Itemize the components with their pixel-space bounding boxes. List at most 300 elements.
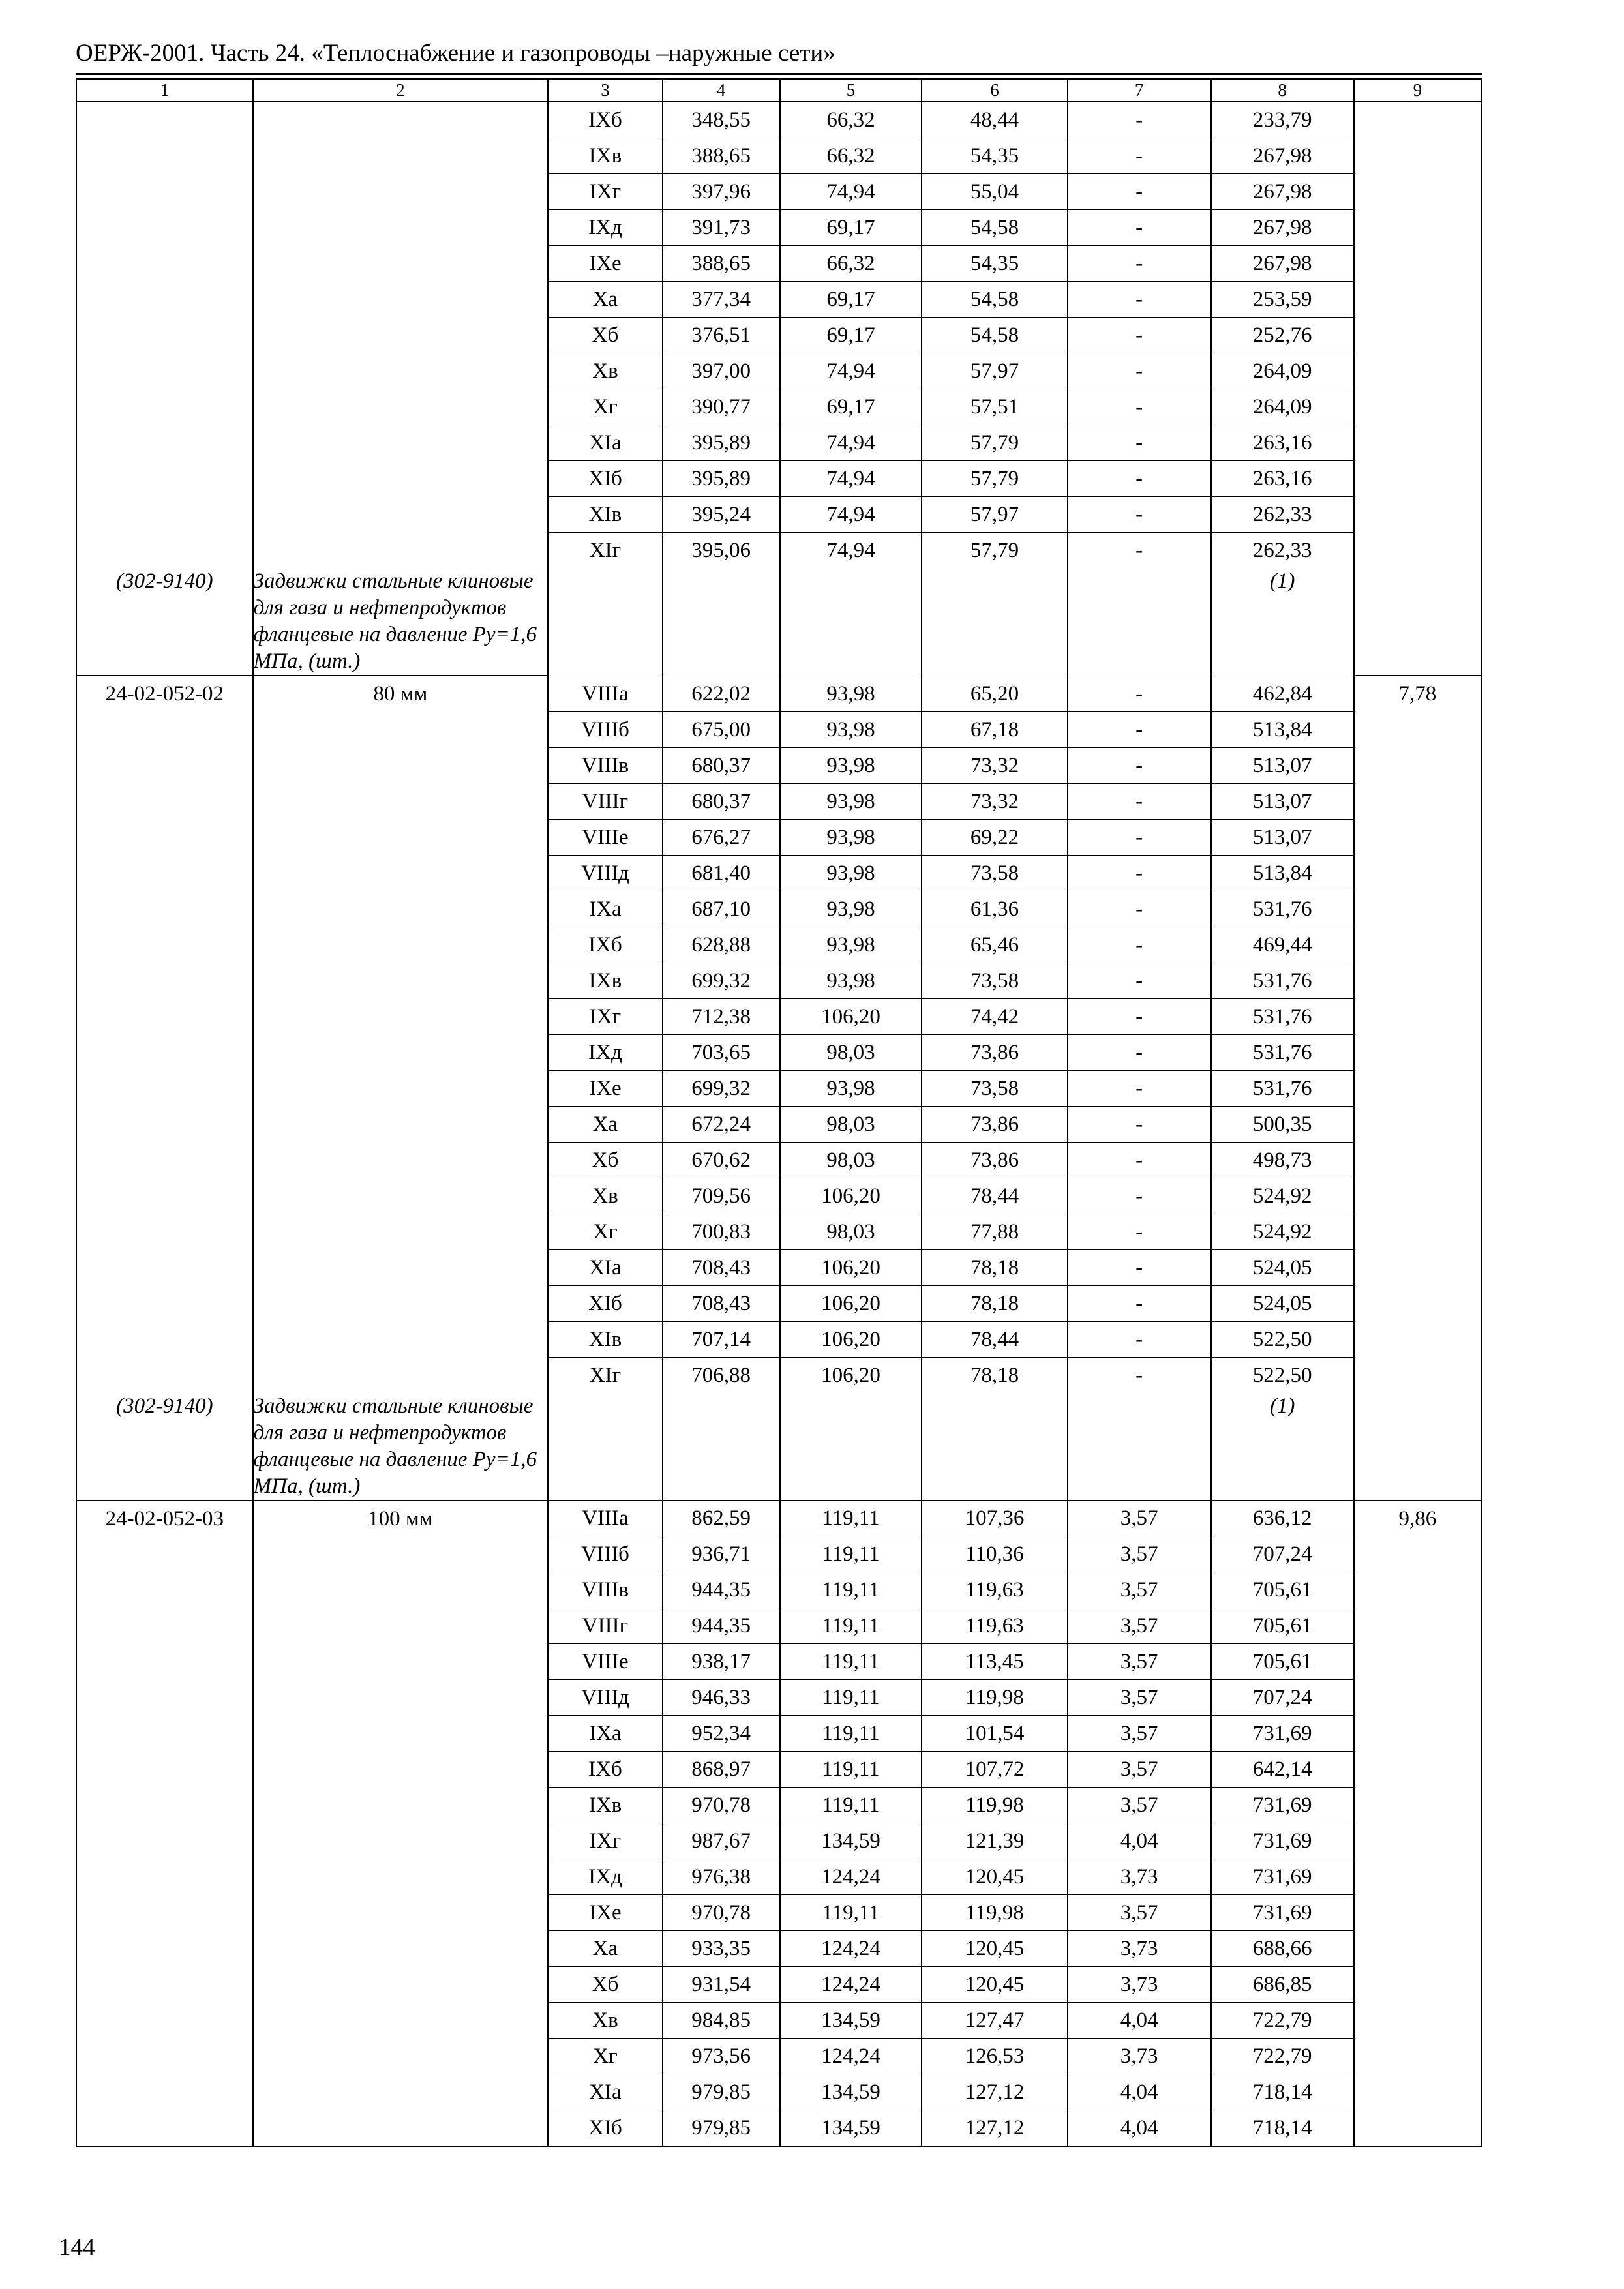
rate-code-cell xyxy=(76,963,253,998)
value-cell: 3,57 xyxy=(1068,1501,1211,1536)
zone-cell: Xб xyxy=(548,1142,663,1178)
column-header: 9 xyxy=(1354,79,1481,102)
rate-code-cell xyxy=(76,1214,253,1249)
zone-cell: VIIIб xyxy=(548,711,663,747)
rate-code-cell xyxy=(76,1752,253,1788)
rate-code-cell xyxy=(76,497,253,533)
table-row xyxy=(76,819,1481,855)
value-cell: 106,20 xyxy=(780,1357,922,1393)
value-cell: 119,11 xyxy=(780,1680,922,1716)
rate-name-cell xyxy=(253,1249,548,1285)
value-cell: - xyxy=(1068,1321,1211,1357)
value-cell: 106,20 xyxy=(780,1249,922,1285)
value-cell: 531,76 xyxy=(1211,1070,1354,1106)
value-cell: 868,97 xyxy=(663,1752,780,1788)
rate-name-cell xyxy=(253,1895,548,1931)
zone-cell: Xв xyxy=(548,2003,663,2039)
table-row xyxy=(76,1716,1481,1752)
value-cell: 970,78 xyxy=(663,1788,780,1823)
col9-cell xyxy=(1354,1249,1481,1285)
value-cell: 680,37 xyxy=(663,747,780,783)
rate-name-cell xyxy=(253,747,548,783)
resource-qty: (1) xyxy=(1211,568,1354,676)
empty-cell xyxy=(1068,568,1211,676)
value-cell: 952,34 xyxy=(663,1716,780,1752)
value-cell: 395,89 xyxy=(663,425,780,461)
table-row xyxy=(76,497,1481,533)
value-cell: 3,57 xyxy=(1068,1716,1211,1752)
rate-name-cell xyxy=(253,819,548,855)
rate-name-cell xyxy=(253,1357,548,1393)
col9-cell xyxy=(1354,1034,1481,1070)
col9-cell xyxy=(1354,102,1481,138)
value-cell: 73,58 xyxy=(922,855,1067,891)
value-cell: 54,58 xyxy=(922,282,1067,318)
value-cell: - xyxy=(1068,676,1211,711)
zone-cell: VIIIг xyxy=(548,783,663,819)
value-cell: 395,24 xyxy=(663,497,780,533)
col9-cell xyxy=(1354,1895,1481,1931)
table-row xyxy=(76,102,1481,138)
table-row xyxy=(76,210,1481,246)
value-cell: 61,36 xyxy=(922,891,1067,927)
rate-name-cell xyxy=(253,998,548,1034)
rate-code-cell xyxy=(76,855,253,891)
table-row xyxy=(76,963,1481,998)
zone-cell: XIг xyxy=(548,533,663,569)
value-cell: 93,98 xyxy=(780,1070,922,1106)
value-cell: 3,57 xyxy=(1068,1644,1211,1680)
table-row xyxy=(76,1967,1481,2003)
table-row xyxy=(76,1178,1481,1214)
value-cell: - xyxy=(1068,138,1211,174)
table-row xyxy=(76,1931,1481,1967)
rate-code-cell xyxy=(76,1178,253,1214)
zone-cell: VIIIд xyxy=(548,855,663,891)
table-row xyxy=(76,1321,1481,1357)
rate-name-cell xyxy=(253,246,548,282)
rate-code-cell xyxy=(76,2003,253,2039)
value-cell: 119,11 xyxy=(780,1536,922,1572)
table-row xyxy=(76,1752,1481,1788)
rate-name-cell: 80 мм xyxy=(253,676,548,711)
rate-name-cell xyxy=(253,425,548,461)
value-cell: 469,44 xyxy=(1211,927,1354,963)
value-cell: 524,92 xyxy=(1211,1214,1354,1249)
resource-row xyxy=(76,568,1481,676)
rate-code-cell xyxy=(76,1608,253,1644)
value-cell: 263,16 xyxy=(1211,425,1354,461)
zone-cell: IXд xyxy=(548,1859,663,1895)
table-row xyxy=(76,174,1481,210)
value-cell: 4,04 xyxy=(1068,2003,1211,2039)
table-row xyxy=(76,2003,1481,2039)
table-row xyxy=(76,461,1481,497)
zone-cell: Xг xyxy=(548,2039,663,2074)
col9-cell xyxy=(1354,998,1481,1034)
table-row xyxy=(76,353,1481,389)
table-row xyxy=(76,246,1481,282)
value-cell: 984,85 xyxy=(663,2003,780,2039)
rate-code-cell xyxy=(76,1823,253,1859)
header-rule xyxy=(76,73,1482,75)
zone-cell: Xб xyxy=(548,1967,663,2003)
zone-cell: IXг xyxy=(548,998,663,1034)
table-row xyxy=(76,318,1481,353)
value-cell: 134,59 xyxy=(780,2003,922,2039)
zone-cell: Xв xyxy=(548,353,663,389)
value-cell: 119,98 xyxy=(922,1895,1067,1931)
table-row xyxy=(76,1644,1481,1680)
value-cell: 263,16 xyxy=(1211,461,1354,497)
value-cell: 267,98 xyxy=(1211,174,1354,210)
empty-cell xyxy=(922,1393,1067,1501)
rate-name-cell: 100 мм xyxy=(253,1501,548,1536)
col9-cell xyxy=(1354,389,1481,425)
value-cell: 681,40 xyxy=(663,855,780,891)
value-cell: 531,76 xyxy=(1211,998,1354,1034)
value-cell: - xyxy=(1068,891,1211,927)
zone-cell: XIв xyxy=(548,497,663,533)
column-header: 8 xyxy=(1211,79,1354,102)
rate-name-cell xyxy=(253,1321,548,1357)
value-cell: 74,94 xyxy=(780,461,922,497)
rates-table xyxy=(76,78,1482,2147)
value-cell: 680,37 xyxy=(663,783,780,819)
table-row xyxy=(76,1788,1481,1823)
value-cell: - xyxy=(1068,425,1211,461)
value-cell: 69,17 xyxy=(780,318,922,353)
value-cell: 124,24 xyxy=(780,1859,922,1895)
value-cell: 57,97 xyxy=(922,497,1067,533)
rate-code-cell xyxy=(76,1536,253,1572)
value-cell: 106,20 xyxy=(780,1178,922,1214)
zone-cell: XIа xyxy=(548,425,663,461)
zone-cell: IXа xyxy=(548,891,663,927)
rate-name-cell xyxy=(253,1788,548,1823)
zone-cell: IXб xyxy=(548,927,663,963)
value-cell: - xyxy=(1068,353,1211,389)
value-cell: 134,59 xyxy=(780,1823,922,1859)
table-row xyxy=(76,1823,1481,1859)
value-cell: 687,10 xyxy=(663,891,780,927)
rate-name-cell xyxy=(253,174,548,210)
value-cell: 127,47 xyxy=(922,2003,1067,2039)
value-cell: - xyxy=(1068,1357,1211,1393)
value-cell: 973,56 xyxy=(663,2039,780,2074)
value-cell: 731,69 xyxy=(1211,1895,1354,1931)
table-row xyxy=(76,1142,1481,1178)
value-cell: 120,45 xyxy=(922,1859,1067,1895)
col9-cell xyxy=(1354,210,1481,246)
rate-code-cell xyxy=(76,318,253,353)
zone-cell: XIг xyxy=(548,1357,663,1393)
resource-description: Задвижки стальные клиновые для газа и нефтепродуктов фланцевые на давление Ру=1,6 МПа, (шт.) xyxy=(253,1393,548,1501)
value-cell: 722,79 xyxy=(1211,2039,1354,2074)
rate-code-cell xyxy=(76,711,253,747)
value-cell: 862,59 xyxy=(663,1501,780,1536)
rate-code-cell xyxy=(76,102,253,138)
value-cell: 66,32 xyxy=(780,246,922,282)
value-cell: 73,58 xyxy=(922,1070,1067,1106)
table-row xyxy=(76,676,1481,711)
zone-cell: VIIIв xyxy=(548,747,663,783)
value-cell: - xyxy=(1068,497,1211,533)
value-cell: 93,98 xyxy=(780,676,922,711)
rate-name-cell xyxy=(253,353,548,389)
zone-cell: IXв xyxy=(548,1788,663,1823)
value-cell: - xyxy=(1068,1142,1211,1178)
zone-cell: XIа xyxy=(548,2074,663,2110)
value-cell: 233,79 xyxy=(1211,102,1354,138)
table-row xyxy=(76,425,1481,461)
value-cell: 709,56 xyxy=(663,1178,780,1214)
column-header: 2 xyxy=(253,79,548,102)
value-cell: 119,11 xyxy=(780,1608,922,1644)
rate-name-cell xyxy=(253,102,548,138)
zone-cell: Xа xyxy=(548,282,663,318)
rate-code-cell xyxy=(76,389,253,425)
value-cell: 672,24 xyxy=(663,1106,780,1142)
value-cell: 642,14 xyxy=(1211,1752,1354,1788)
column-header: 4 xyxy=(663,79,780,102)
table-row xyxy=(76,1034,1481,1070)
column-header: 5 xyxy=(780,79,922,102)
zone-cell: IXг xyxy=(548,174,663,210)
value-cell: 705,61 xyxy=(1211,1608,1354,1644)
value-cell: 522,50 xyxy=(1211,1321,1354,1357)
value-cell: 120,45 xyxy=(922,1931,1067,1967)
rate-name-cell xyxy=(253,1214,548,1249)
value-cell: 119,11 xyxy=(780,1895,922,1931)
value-cell: 107,72 xyxy=(922,1752,1067,1788)
table-row xyxy=(76,1106,1481,1142)
value-cell: 699,32 xyxy=(663,963,780,998)
value-cell: 93,98 xyxy=(780,855,922,891)
rate-name-cell xyxy=(253,1752,548,1788)
value-cell: 688,66 xyxy=(1211,1931,1354,1967)
value-cell: 262,33 xyxy=(1211,497,1354,533)
col9-cell xyxy=(1354,1931,1481,1967)
col9-cell xyxy=(1354,1070,1481,1106)
zone-cell: VIIIг xyxy=(548,1608,663,1644)
rate-name-cell xyxy=(253,1106,548,1142)
rate-name-cell xyxy=(253,2039,548,2074)
table-row xyxy=(76,533,1481,569)
zone-cell: XIа xyxy=(548,1249,663,1285)
value-cell: 712,38 xyxy=(663,998,780,1034)
value-cell: 628,88 xyxy=(663,927,780,963)
value-cell: - xyxy=(1068,102,1211,138)
zone-cell: IXб xyxy=(548,102,663,138)
zone-cell: VIIIа xyxy=(548,1501,663,1536)
value-cell: 93,98 xyxy=(780,747,922,783)
value-cell: - xyxy=(1068,819,1211,855)
value-cell: 119,63 xyxy=(922,1572,1067,1608)
zone-cell: VIIIб xyxy=(548,1536,663,1572)
value-cell: 101,54 xyxy=(922,1716,1067,1752)
value-cell: - xyxy=(1068,1034,1211,1070)
value-cell: 4,04 xyxy=(1068,1823,1211,1859)
rate-name-cell xyxy=(253,1142,548,1178)
value-cell: 522,50 xyxy=(1211,1357,1354,1393)
value-cell: 57,79 xyxy=(922,425,1067,461)
col9-cell xyxy=(1354,282,1481,318)
value-cell: 78,18 xyxy=(922,1285,1067,1321)
value-cell: 66,32 xyxy=(780,138,922,174)
value-cell: 121,39 xyxy=(922,1823,1067,1859)
zone-cell: VIIIа xyxy=(548,676,663,711)
rate-code-cell xyxy=(76,1859,253,1895)
value-cell: 124,24 xyxy=(780,2039,922,2074)
col9-cell xyxy=(1354,1752,1481,1788)
value-cell: 703,65 xyxy=(663,1034,780,1070)
value-cell: 119,11 xyxy=(780,1572,922,1608)
empty-cell xyxy=(663,1393,780,1501)
value-cell: 3,73 xyxy=(1068,1859,1211,1895)
value-cell: 57,79 xyxy=(922,461,1067,497)
value-cell: 127,12 xyxy=(922,2074,1067,2110)
value-cell: 73,32 xyxy=(922,747,1067,783)
col9-cell xyxy=(1354,927,1481,963)
zone-cell: IXд xyxy=(548,1034,663,1070)
rate-name-cell xyxy=(253,2110,548,2147)
value-cell: 93,98 xyxy=(780,927,922,963)
value-cell: 134,59 xyxy=(780,2110,922,2147)
col9-cell xyxy=(1354,2003,1481,2039)
rate-name-cell xyxy=(253,210,548,246)
rate-code-cell xyxy=(76,747,253,783)
rate-code-cell xyxy=(76,783,253,819)
value-cell: 54,35 xyxy=(922,246,1067,282)
rate-name-cell xyxy=(253,1931,548,1967)
value-cell: 388,65 xyxy=(663,246,780,282)
value-cell: 979,85 xyxy=(663,2074,780,2110)
rate-code-cell xyxy=(76,2110,253,2147)
rate-code-cell xyxy=(76,998,253,1034)
rate-code-cell xyxy=(76,927,253,963)
value-cell: 55,04 xyxy=(922,174,1067,210)
rate-name-cell xyxy=(253,1823,548,1859)
resource-row xyxy=(76,1393,1481,1501)
rate-name-cell xyxy=(253,282,548,318)
value-cell: 699,32 xyxy=(663,1070,780,1106)
zone-cell: IXд xyxy=(548,210,663,246)
resource-code: (302-9140) xyxy=(76,568,253,676)
value-cell: 73,86 xyxy=(922,1034,1067,1070)
value-cell: - xyxy=(1068,174,1211,210)
rate-code-cell xyxy=(76,1788,253,1823)
value-cell: 731,69 xyxy=(1211,1823,1354,1859)
rate-name-cell xyxy=(253,1680,548,1716)
value-cell: 936,71 xyxy=(663,1536,780,1572)
value-cell: 722,79 xyxy=(1211,2003,1354,2039)
table-row xyxy=(76,1895,1481,1931)
value-cell: 252,76 xyxy=(1211,318,1354,353)
col9-cell xyxy=(1354,1608,1481,1644)
value-cell: 69,17 xyxy=(780,389,922,425)
value-cell: - xyxy=(1068,998,1211,1034)
rate-name-cell xyxy=(253,1572,548,1608)
zone-cell: XIв xyxy=(548,1321,663,1357)
value-cell: 3,57 xyxy=(1068,1680,1211,1716)
value-cell: 69,17 xyxy=(780,210,922,246)
table-row xyxy=(76,2110,1481,2147)
value-cell: 57,97 xyxy=(922,353,1067,389)
value-cell: 4,04 xyxy=(1068,2074,1211,2110)
rate-code-cell xyxy=(76,533,253,569)
value-cell: 124,24 xyxy=(780,1931,922,1967)
zone-cell: Xг xyxy=(548,389,663,425)
col9-cell xyxy=(1354,174,1481,210)
resource-code: (302-9140) xyxy=(76,1393,253,1501)
col9-cell xyxy=(1354,246,1481,282)
table-row xyxy=(76,1214,1481,1249)
value-cell: 267,98 xyxy=(1211,138,1354,174)
table-row xyxy=(76,389,1481,425)
value-cell: 513,84 xyxy=(1211,711,1354,747)
value-cell: - xyxy=(1068,1070,1211,1106)
value-cell: 262,33 xyxy=(1211,533,1354,569)
rate-code-cell xyxy=(76,138,253,174)
rate-code-cell xyxy=(76,1572,253,1608)
rate-code-cell xyxy=(76,1285,253,1321)
rate-name-cell xyxy=(253,497,548,533)
empty-cell xyxy=(663,568,780,676)
rate-code-cell xyxy=(76,1716,253,1752)
value-cell: 267,98 xyxy=(1211,210,1354,246)
col9-cell xyxy=(1354,533,1481,569)
rate-code-cell xyxy=(76,1931,253,1967)
table-row xyxy=(76,1680,1481,1716)
value-cell: 500,35 xyxy=(1211,1106,1354,1142)
value-cell: 397,96 xyxy=(663,174,780,210)
zone-cell: Xг xyxy=(548,1214,663,1249)
table-row xyxy=(76,1572,1481,1608)
table-row xyxy=(76,891,1481,927)
value-cell: 134,59 xyxy=(780,2074,922,2110)
col9-cell xyxy=(1354,2074,1481,2110)
value-cell: - xyxy=(1068,210,1211,246)
zone-cell: IXе xyxy=(548,246,663,282)
value-cell: 93,98 xyxy=(780,819,922,855)
rate-code-cell xyxy=(76,425,253,461)
rate-name-cell xyxy=(253,1967,548,2003)
value-cell: 74,94 xyxy=(780,533,922,569)
value-cell: 391,73 xyxy=(663,210,780,246)
value-cell: 67,18 xyxy=(922,711,1067,747)
col9-cell xyxy=(1354,855,1481,891)
rate-name-cell xyxy=(253,1178,548,1214)
col9-cell xyxy=(1354,1823,1481,1859)
document-title: ОЕРЖ-2001. Часть 24. «Теплоснабжение и газопроводы –наружные сети» xyxy=(76,40,835,67)
col9-cell xyxy=(1354,711,1481,747)
table-body xyxy=(76,79,1481,2146)
zone-cell: IXб xyxy=(548,1752,663,1788)
value-cell: - xyxy=(1068,533,1211,569)
value-cell: 119,63 xyxy=(922,1608,1067,1644)
empty-cell xyxy=(922,568,1067,676)
value-cell: 513,07 xyxy=(1211,783,1354,819)
rate-code-cell xyxy=(76,210,253,246)
value-cell: 3,73 xyxy=(1068,1967,1211,2003)
zone-cell: Xб xyxy=(548,318,663,353)
value-cell: 126,53 xyxy=(922,2039,1067,2074)
value-cell: 397,00 xyxy=(663,353,780,389)
table-row xyxy=(76,1357,1481,1393)
rate-code-cell xyxy=(76,1034,253,1070)
table-row xyxy=(76,1249,1481,1285)
